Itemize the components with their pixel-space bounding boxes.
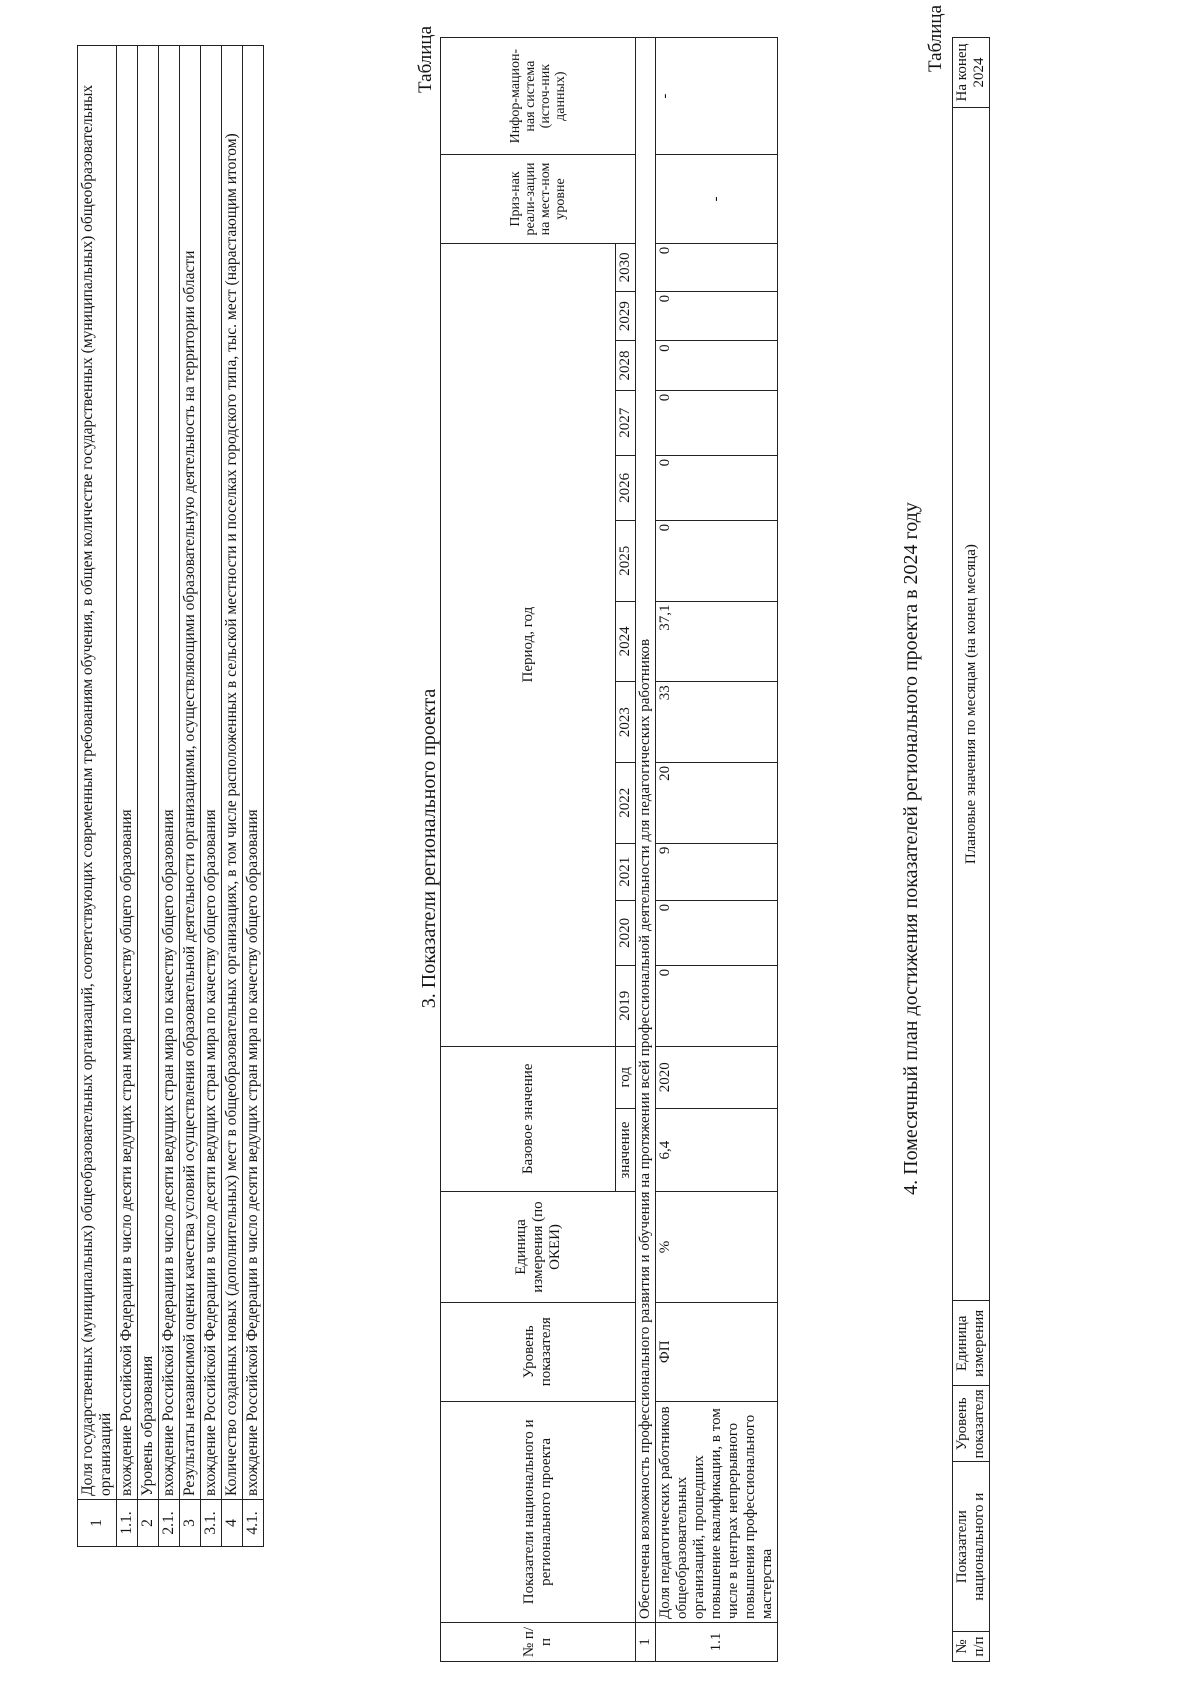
indicator-goal-row	[222, 46, 243, 1547]
header-indicator: Показатели национального и регионального проекта	[441, 1401, 636, 1622]
row-value-2021: 9	[656, 843, 778, 900]
row-text: Доля государственных (муниципальных) общеобразовательных организаций, соответствующих современным требованиям обучения, в общем количестве государственных (муниципальных) общеобразовательных организаций	[78, 46, 117, 1500]
row-value-2030: 0	[656, 243, 778, 291]
row-unit: %	[656, 1192, 778, 1303]
header-year-2026: 2026	[616, 455, 636, 520]
monthly-plan-table	[952, 37, 990, 1662]
row-number: 3.1.	[201, 1500, 222, 1547]
row-text: вхождение Российской Федерации в число десяти ведущих стран мира по качеству общего образования	[159, 46, 180, 1500]
header-year-2019: 2019	[616, 965, 636, 1046]
row-number: 2.1.	[159, 1500, 180, 1547]
row-info-system: -	[656, 38, 778, 155]
indicator-row	[656, 38, 778, 1662]
header-base-value: значение	[616, 1109, 636, 1192]
row-text: Результаты независимой оценки качества условий осуществления образовательной деятельности организациями, осуществляющими образовательную деятельность на территории области	[180, 46, 201, 1500]
row-value-2028: 0	[656, 341, 778, 390]
row-local-level: -	[656, 155, 778, 243]
row-value-2029: 0	[656, 291, 778, 340]
header-year-2022: 2022	[616, 762, 636, 843]
indicator-goal-row	[243, 46, 264, 1547]
header-level: Уровень показателя	[441, 1302, 636, 1401]
monthly-header-values: Плановые значения по месяцам (на конец месяца)	[953, 107, 990, 1300]
indicator-goal-row	[180, 46, 201, 1547]
monthly-header-row	[953, 38, 990, 1662]
monthly-header-level: Уровень показателя	[953, 1386, 990, 1462]
header-year-2030: 2030	[616, 243, 636, 291]
indicator-goal-row	[159, 46, 180, 1547]
header-year-2027: 2027	[616, 390, 636, 455]
row-base-year: 2020	[656, 1046, 778, 1108]
section-num: 1	[636, 1622, 656, 1661]
indicators-goals-table	[77, 45, 264, 1547]
section-4-heading: 4. Помесячный план достижения показателей регионального проекта в 2024 году	[900, 502, 922, 1195]
header-year-2025: 2025	[616, 520, 636, 601]
row-base-value: 6,4	[656, 1109, 778, 1192]
header-year-2021: 2021	[616, 843, 636, 900]
row-value-2027: 0	[656, 390, 778, 455]
header-base: Базовое значение	[441, 1046, 616, 1192]
row-number: 2	[138, 1500, 159, 1547]
monthly-header-indicator: Показатели национального и	[953, 1462, 990, 1632]
row-text: Уровень образования	[138, 46, 159, 1500]
row-value-2026: 0	[656, 455, 778, 520]
monthly-header-num: № п/п	[953, 1632, 990, 1662]
row-value-2022: 20	[656, 762, 778, 843]
row-text: Количество созданных новых (дополнительных) мест в общеобразовательных организациях, в том числе расположенных в сельской местности и поселках городского типа, тыс. мест (нарастающим итогом)	[222, 46, 243, 1500]
row-text: вхождение Российской Федерации в число десяти ведущих стран мира по качеству общего образования	[201, 46, 222, 1500]
table-label-4: Таблица	[925, 4, 946, 72]
monthly-header-unit: Единица измерения	[953, 1301, 990, 1386]
indicator-goal-row	[78, 46, 117, 1547]
header-period: Период, год	[441, 243, 616, 1046]
header-num: № п/п	[441, 1622, 636, 1661]
row-value-2025: 0	[656, 520, 778, 601]
row-text: вхождение Российской Федерации в число десяти ведущих стран мира по качеству общего образования	[243, 46, 264, 1500]
row-number: 1.1.	[117, 1500, 138, 1547]
header-year-2029: 2029	[616, 291, 636, 340]
header-row-1	[441, 38, 616, 1662]
indicator-goal-row	[201, 46, 222, 1547]
row-level: ФП	[656, 1302, 778, 1401]
row-number: 1	[78, 1500, 117, 1547]
header-year-2024: 2024	[616, 601, 636, 682]
section-text: Обеспечена возможность профессионального развития и обучения на протяжении всей профессиональной деятельности для педагогических работников	[636, 38, 656, 1623]
row-value-2020: 0	[656, 900, 778, 965]
row-number: 4	[222, 1500, 243, 1547]
indicator-goal-row	[138, 46, 159, 1547]
header-info-system: Инфор-мацион-ная система (источ-ник данных)	[441, 38, 636, 155]
header-base-year: год	[616, 1046, 636, 1108]
section-row	[636, 38, 656, 1662]
row-number: 3	[180, 1500, 201, 1547]
header-year-2023: 2023	[616, 682, 636, 763]
row-value-2023: 33	[656, 682, 778, 763]
indicators-goals-table-body	[78, 46, 264, 1547]
header-unit: Единица измерения (по ОКЕИ)	[441, 1192, 636, 1303]
row-indicator: Доля педагогических работников общеобразовательных организаций, прошедших повышение квалификации, в том числе в центрах непрерывного повышения профессионального мастерства	[656, 1401, 778, 1622]
monthly-header-year-end: На конец 2024	[953, 38, 990, 108]
table-label-3: Таблица	[415, 25, 436, 93]
row-value-2019: 0	[656, 965, 778, 1046]
header-year-2028: 2028	[616, 341, 636, 390]
row-number: 4.1.	[243, 1500, 264, 1547]
regional-indicators-table	[440, 37, 778, 1662]
header-year-2020: 2020	[616, 900, 636, 965]
row-text: вхождение Российской Федерации в число десяти ведущих стран мира по качеству общего образования	[117, 46, 138, 1500]
row-num: 1.1	[656, 1622, 778, 1661]
indicator-goal-row	[117, 46, 138, 1547]
row-value-2024: 37,1	[656, 601, 778, 682]
section-3-heading: 3. Показатели регионального проекта	[418, 688, 440, 1009]
header-local-level: Приз-нак реали-зации на мест-ном уровне	[441, 155, 636, 243]
